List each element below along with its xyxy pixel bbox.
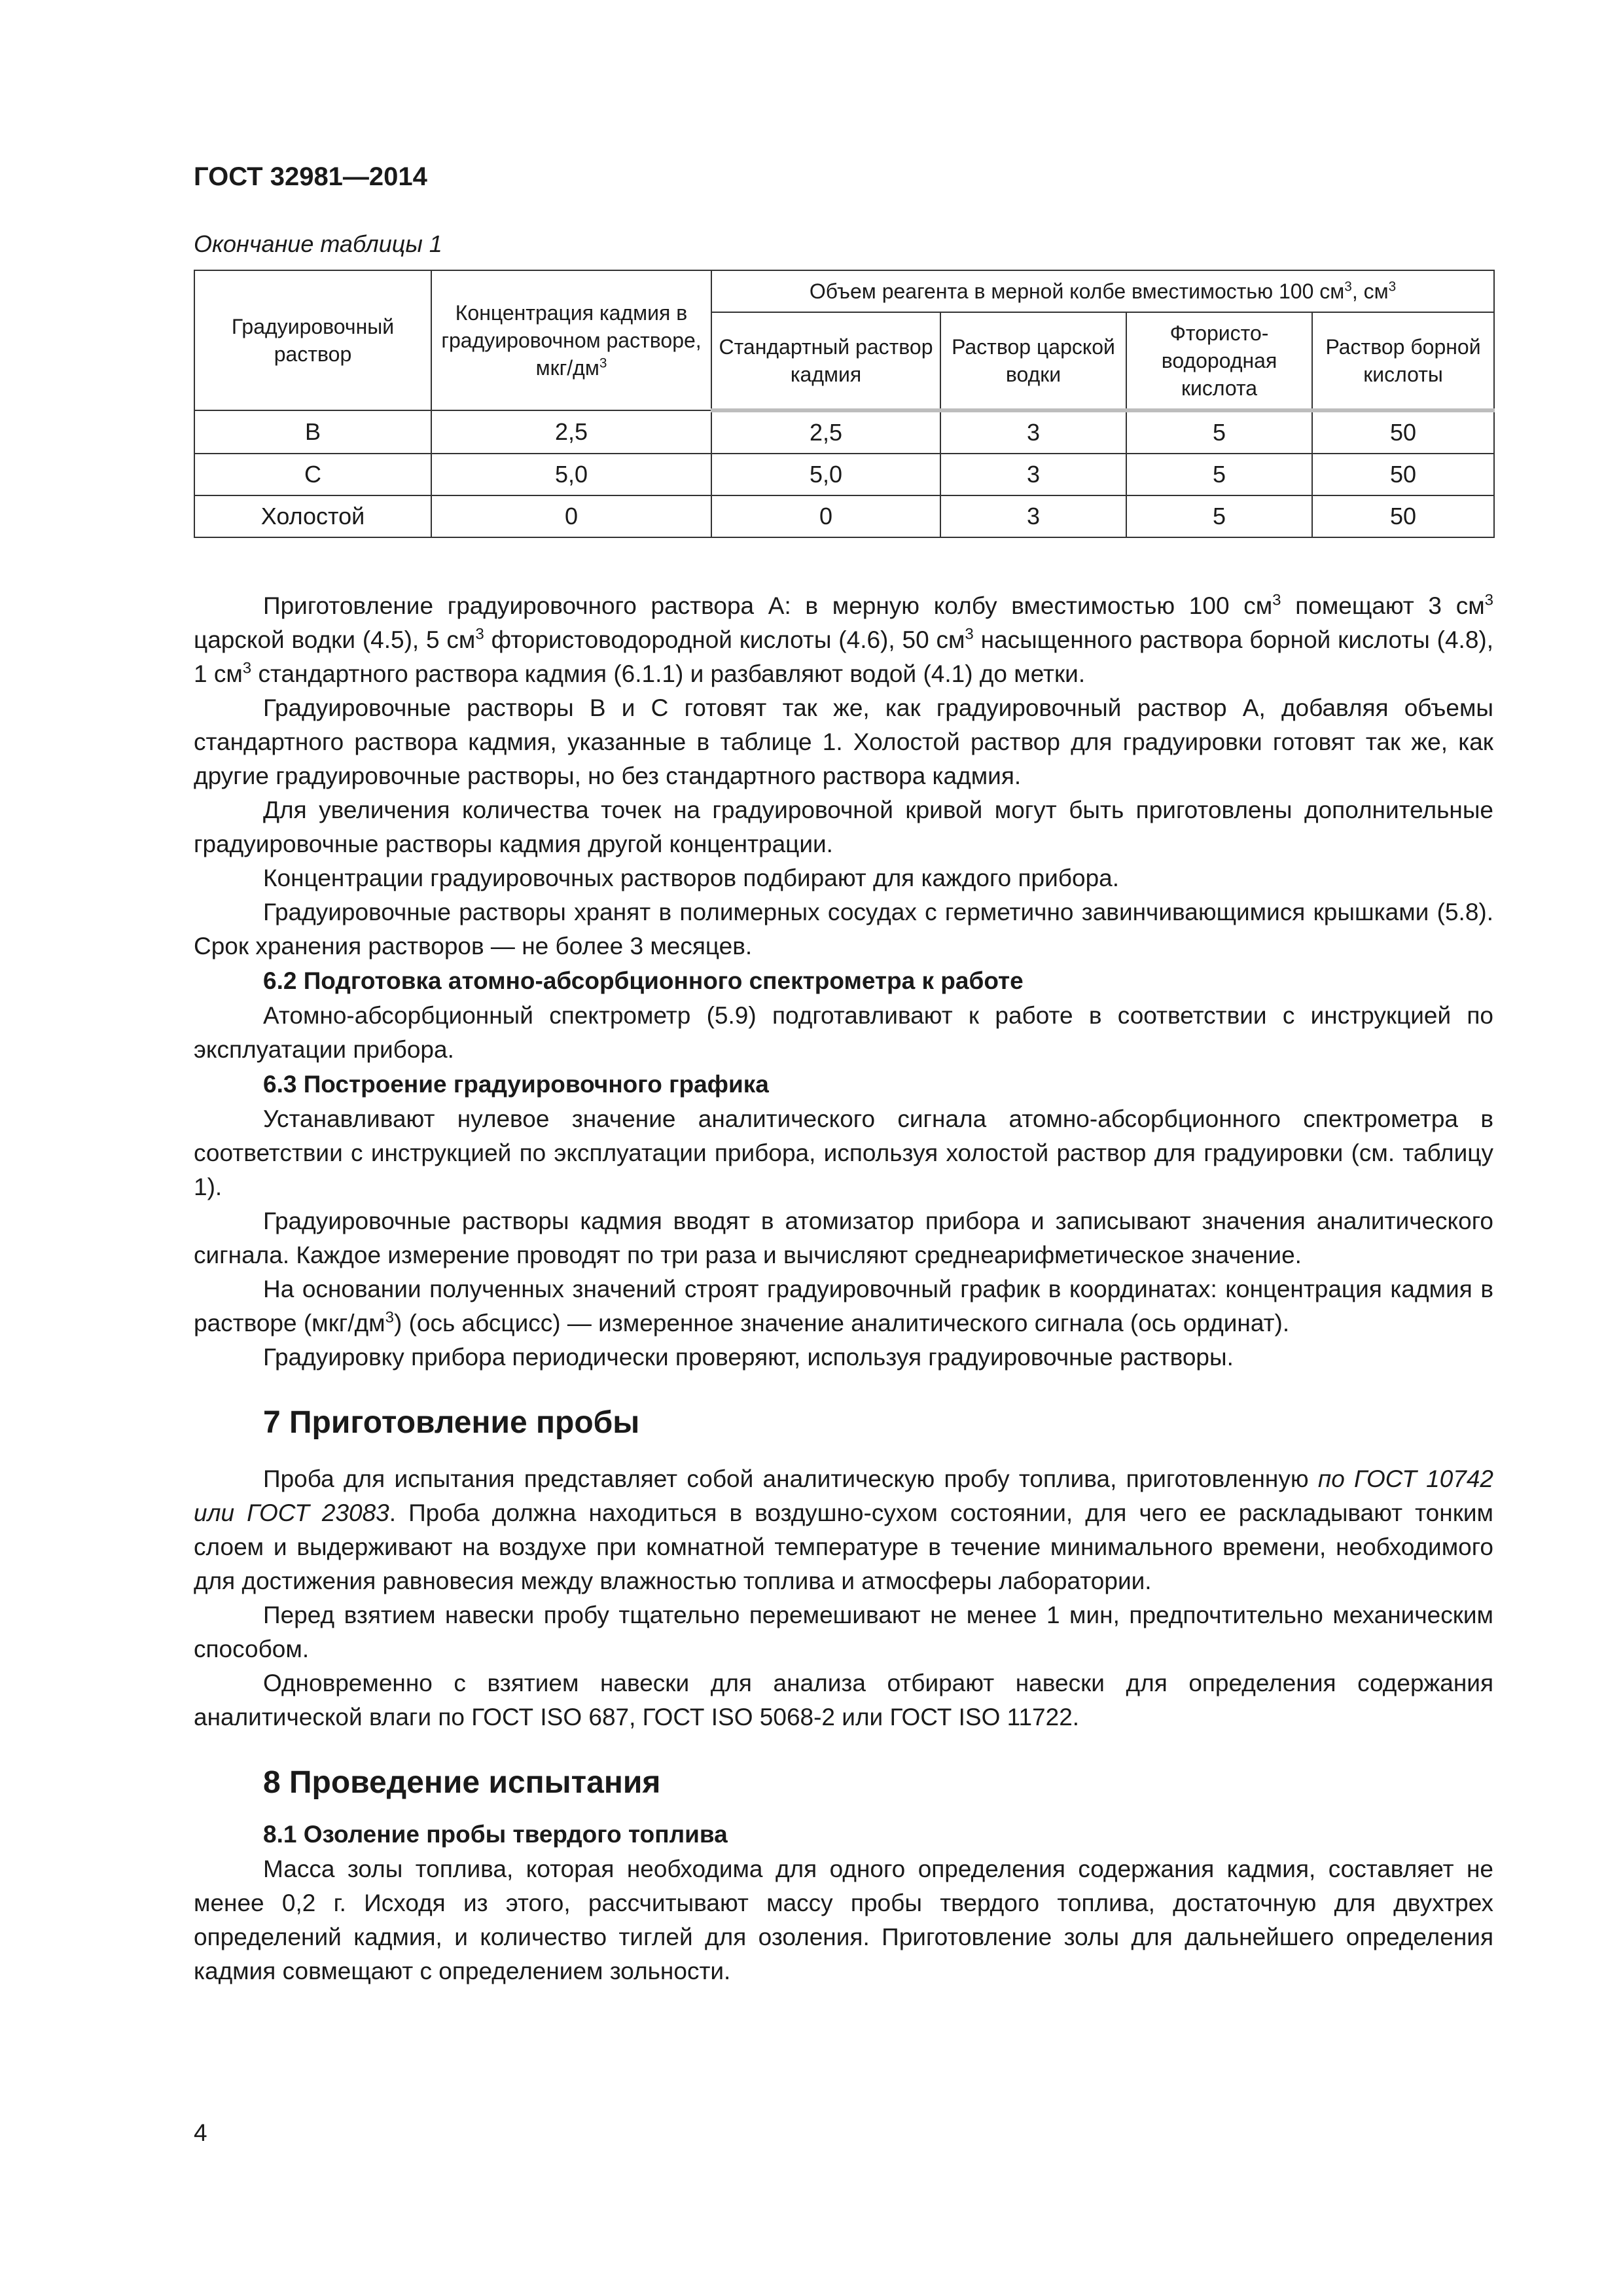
table-cell: 50	[1312, 495, 1494, 537]
section-heading-7: 7 Приготовление пробы	[263, 1405, 640, 1440]
table-cell: 50	[1312, 410, 1494, 454]
table-cell: 5,0	[711, 454, 940, 495]
table-cell: C	[194, 454, 431, 495]
header-concentration: Концентрация кадмия в градуировочном растворе, мкг/$дм^3$	[431, 270, 711, 410]
table-caption: Окончание таблицы 1	[194, 230, 442, 257]
paragraph: Атомно-абсорбционный спектрометр (5.9) подготавливают к работе в соответствии с инструкцией по эксплуатации прибора.	[194, 1002, 1493, 1063]
paragraph: На основании полученных значений строят градуировочный график в координатах: концентрация кадмия в растворе $(мкг/дм^3)$ (ось абсцисс) — измеренное значение аналитического сигнала (ось ординат).	[194, 1276, 1493, 1336]
section-heading-8-1: 8.1 Озоление пробы твердого топлива	[263, 1821, 728, 1848]
header-reagent-volume: Объем реагента в мерной колбе вместимостью 100 $см^3$, $см^3$	[711, 270, 1494, 312]
document-code: ГОСТ 32981—2014	[194, 162, 427, 191]
table-cell: 2,5	[431, 410, 711, 454]
table-cell: 5	[1126, 495, 1312, 537]
paragraph: Градуировку прибора периодически проверяют, используя градуировочные растворы.	[263, 1344, 1234, 1371]
table-cell: 2,5	[711, 410, 940, 454]
paragraph: Градуировочные растворы кадмия вводят в атомизатор прибора и записывают значения аналитического сигнала. Каждое измерение проводят по три раза и вычисляют среднеарифметическое значение.	[194, 1208, 1493, 1268]
section-heading-6-2: 6.2 Подготовка атомно-абсорбционного спектрометра к работе	[263, 967, 1024, 994]
table-cell: B	[194, 410, 431, 454]
paragraph: Для увеличения количества точек на градуировочной кривой могут быть приготовлены дополнительные градуировочные растворы кадмия другой концентрации.	[194, 797, 1493, 857]
paragraph: Перед взятием навески пробу тщательно перемешивают не менее 1 мин, предпочтительно механическим способом.	[194, 1602, 1493, 1662]
document-body	[194, 589, 1493, 1988]
calibration-table	[194, 270, 1495, 538]
table-cell: Холостой	[194, 495, 431, 537]
paragraph: Одновременно с взятием навески для анализа отбирают навески для определения содержания аналитической влаги по ГОСТ ISO 687, ГОСТ ISO 5068-2 или ГОСТ ISO 11722.	[194, 1670, 1493, 1731]
paragraph: Устанавливают нулевое значение аналитического сигнала атомно-абсорбционного спектрометра в соответствии с инструкцией по эксплуатации прибора, используя холостой раствор для градуировки (см. таблицу 1).	[194, 1105, 1493, 1200]
header-standard-cadmium: Стандартный раствор кадмия	[711, 312, 940, 410]
header-solution: Градуировочный раствор	[194, 270, 431, 410]
paragraph: Градуировочные растворы В и С готовят так же, как градуировочный раствор А, добавляя объемы стандартного раствора кадмия, указанные в таблице 1. Холостой раствор для градуировки готовят так же, как другие градуировочные растворы, но без стандартного раствора кадмия.	[194, 694, 1493, 789]
table-cell: 5,0	[431, 454, 711, 495]
table-cell: 5	[1126, 410, 1312, 454]
table-cell: 3	[940, 495, 1126, 537]
table-cell: 3	[940, 410, 1126, 454]
table-row	[194, 495, 1494, 537]
table-cell: 5	[1126, 454, 1312, 495]
section-heading-6-3: 6.3 Построение градуировочного графика	[263, 1071, 769, 1098]
header-hydrofluoric-acid: Фтористо-водородная кислота	[1126, 312, 1312, 410]
paragraph: Приготовление градуировочного раствора А: в мерную колбу вместимостью 100 $см^3$ помещают 3 $см^3$ царской водки (4.5), 5 $см^3$ фтористоводородной кислоты (4.6), 50 $см^3$ насыщенного раствора борной кислоты (4.8), 1 $см^3$ стандартного раствора кадмия (6.1.1) и разбавляют водой (4.1) до метки.	[194, 591, 1494, 687]
paragraph: Градуировочные растворы хранят в полимерных сосудах с герметично завинчивающимися крышками (5.8). Срок хранения растворов — не более 3 месяцев.	[194, 899, 1493, 960]
header-boric-acid: Раствор борной кислоты	[1312, 312, 1494, 410]
section-heading-8: 8 Проведение испытания	[263, 1765, 661, 1800]
paragraph: Масса золы топлива, которая необходима для одного определения содержания кадмия, составляет не менее 0,2 г. Исходя из этого, рассчитывают массу пробы твердого топлива, достаточную для двухтрех определений кадмия, и количество тиглей для озоления. Приготовление золы для дальнейшего определения кадмия совмещают с определением зольности.	[194, 1856, 1493, 1984]
paragraph: Концентрации градуировочных растворов подбирают для каждого прибора.	[263, 865, 1120, 891]
table-cell: 0	[711, 495, 940, 537]
table-row	[194, 454, 1494, 495]
page-number: 4	[194, 2119, 207, 2146]
table-cell: 3	[940, 454, 1126, 495]
table-row	[194, 410, 1494, 454]
header-aqua-regia: Раствор царской водки	[940, 312, 1126, 410]
table-cell: 50	[1312, 454, 1494, 495]
table-cell: 0	[431, 495, 711, 537]
paragraph: Проба для испытания представляет собой аналитическую пробу топлива, приготовленную по ГОСТ 10742 или ГОСТ 23083. Проба должна находиться в воздушно-сухом состоянии, для чего ее раскладывают тонким слоем и выдерживают на воздухе при комнатной температуре в течение минимального времени, необходимого для достижения равновесия между влажностью топлива и атмосферы лаборатории.	[194, 1465, 1493, 1594]
